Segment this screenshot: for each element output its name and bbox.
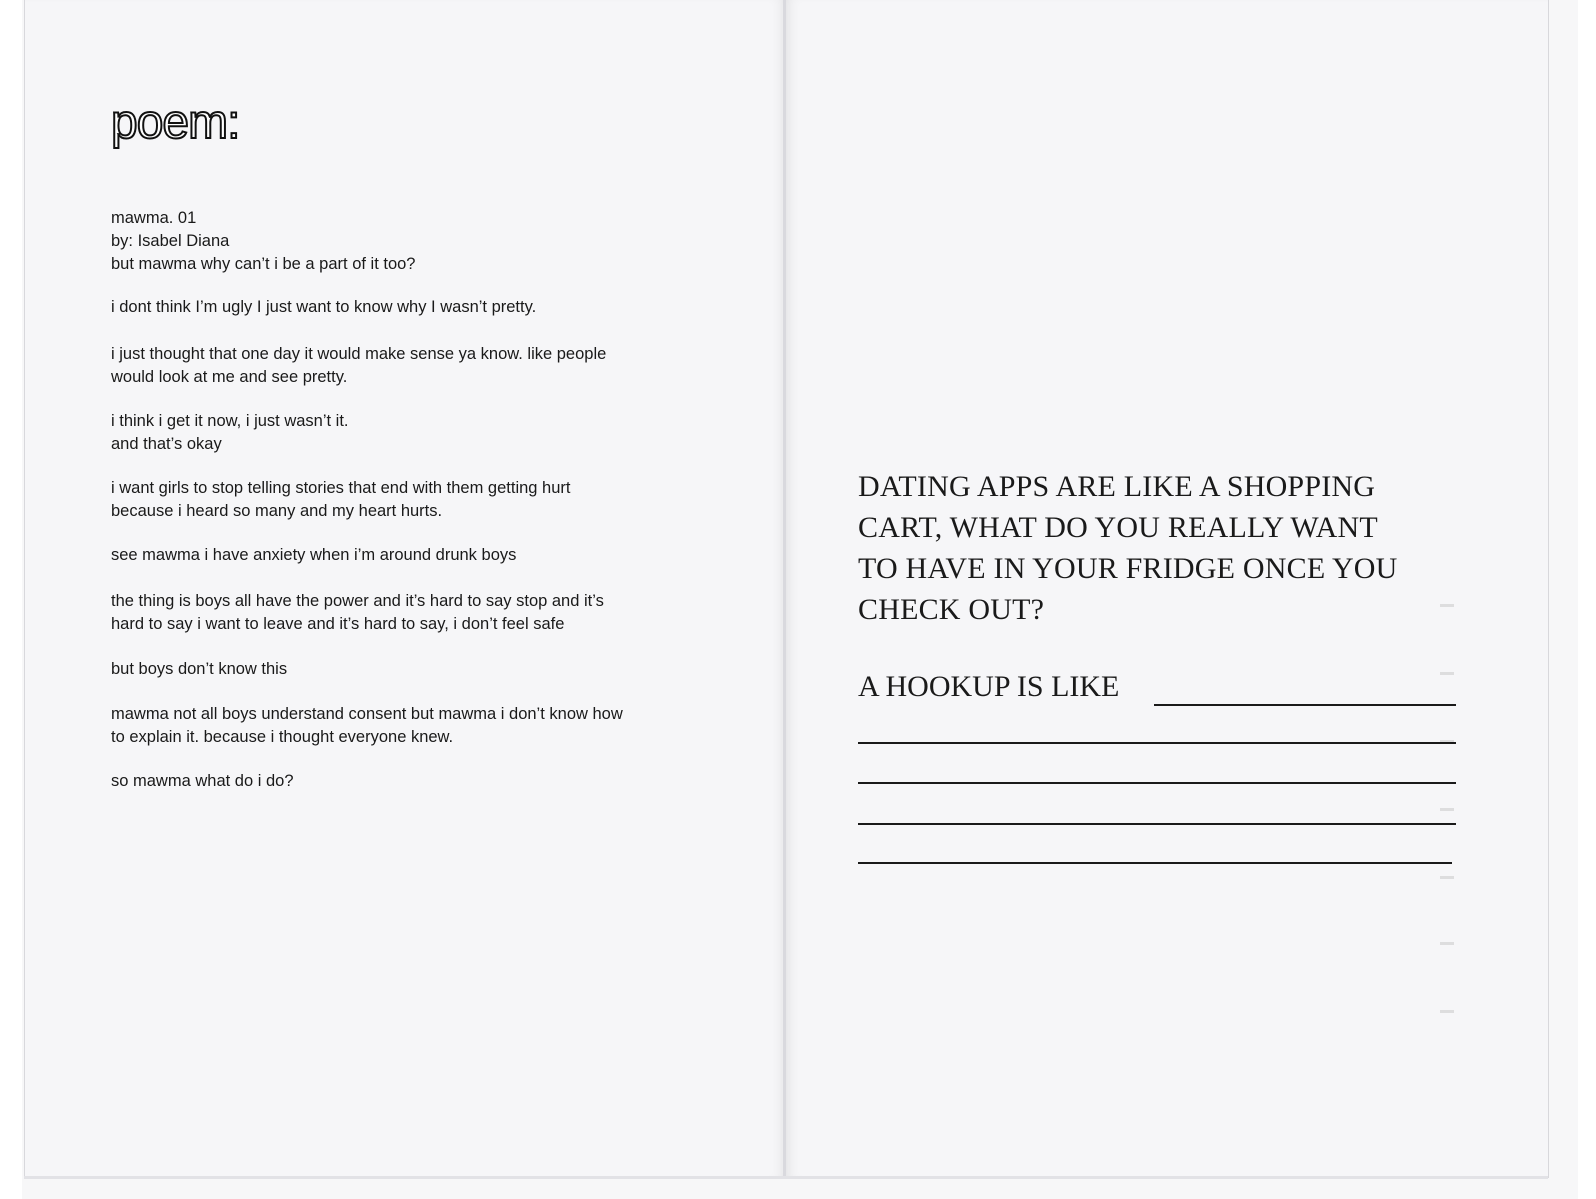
stanza: [111, 343, 751, 389]
show-through-mark: [1440, 942, 1454, 945]
poem-line: mawma not all boys understand consent but mawma i don’t know how: [111, 705, 623, 723]
poem-author: by: Isabel Diana: [111, 232, 230, 250]
prompt-line: CHECK OUT?: [858, 593, 1045, 626]
poem-line: see mawma i have anxiety when i’m around drunk boys: [111, 546, 517, 564]
poem-line: i want girls to stop telling stories that end with them getting hurt: [111, 479, 571, 497]
poem-line: the thing is boys all have the power and it’s hard to say stop and it’s: [111, 592, 604, 610]
answer-line: [858, 823, 1456, 825]
answer-line: [1154, 704, 1456, 706]
show-through-mark: [1440, 808, 1454, 811]
stanza: [111, 703, 751, 749]
answer-line: [858, 862, 1452, 864]
poem-line: hard to say i want to leave and it’s hard to say, i don’t feel safe: [111, 615, 565, 633]
prompt-line: CART, WHAT DO YOU REALLY WANT: [858, 511, 1378, 544]
stanza: [111, 658, 751, 681]
poem-line: because i heard so many and my heart hurts.: [111, 502, 443, 520]
stanza: [111, 477, 751, 523]
poem-line: would look at me and see pretty.: [111, 368, 348, 386]
fill-in-label: A HOOKUP IS LIKE: [858, 670, 1120, 703]
poem-title: mawma. 01: [111, 209, 197, 227]
right-page: [786, 0, 1549, 1178]
poem-line: but mawma why can’t i be a part of it too?: [111, 255, 416, 273]
show-through-mark: [1440, 604, 1454, 607]
answer-line: [858, 782, 1456, 784]
stanza: [111, 296, 751, 319]
prompt-question: [858, 466, 1498, 630]
poem-line: so mawma what do i do?: [111, 772, 294, 790]
stanza: [111, 590, 751, 636]
answer-line: [858, 742, 1456, 744]
prompt-line: TO HAVE IN YOUR FRIDGE ONCE YOU: [858, 552, 1398, 585]
stanza: [111, 410, 751, 456]
poem-heading: poem:: [111, 96, 240, 149]
poem-line: i dont think I’m ugly I just want to know why I wasn’t pretty.: [111, 298, 537, 316]
poem-header: [111, 207, 751, 276]
left-page: [24, 0, 785, 1178]
stanza: [111, 770, 751, 793]
stanza: [111, 544, 751, 567]
page-bottom-edge: [24, 1176, 1548, 1179]
show-through-mark: [1440, 1010, 1454, 1013]
poem-line: i think i get it now, i just wasn’t it.: [111, 412, 349, 430]
show-through-mark: [1440, 876, 1454, 879]
poem-line: and that’s okay: [111, 435, 222, 453]
show-through-mark: [1440, 672, 1454, 675]
poem-line: to explain it. because i thought everyone knew.: [111, 728, 454, 746]
show-through-mark: [1440, 740, 1454, 743]
prompt-line: DATING APPS ARE LIKE A SHOPPING: [858, 470, 1376, 503]
poem-line: i just thought that one day it would make sense ya know. like people: [111, 345, 607, 363]
poem-line: but boys don’t know this: [111, 660, 288, 678]
